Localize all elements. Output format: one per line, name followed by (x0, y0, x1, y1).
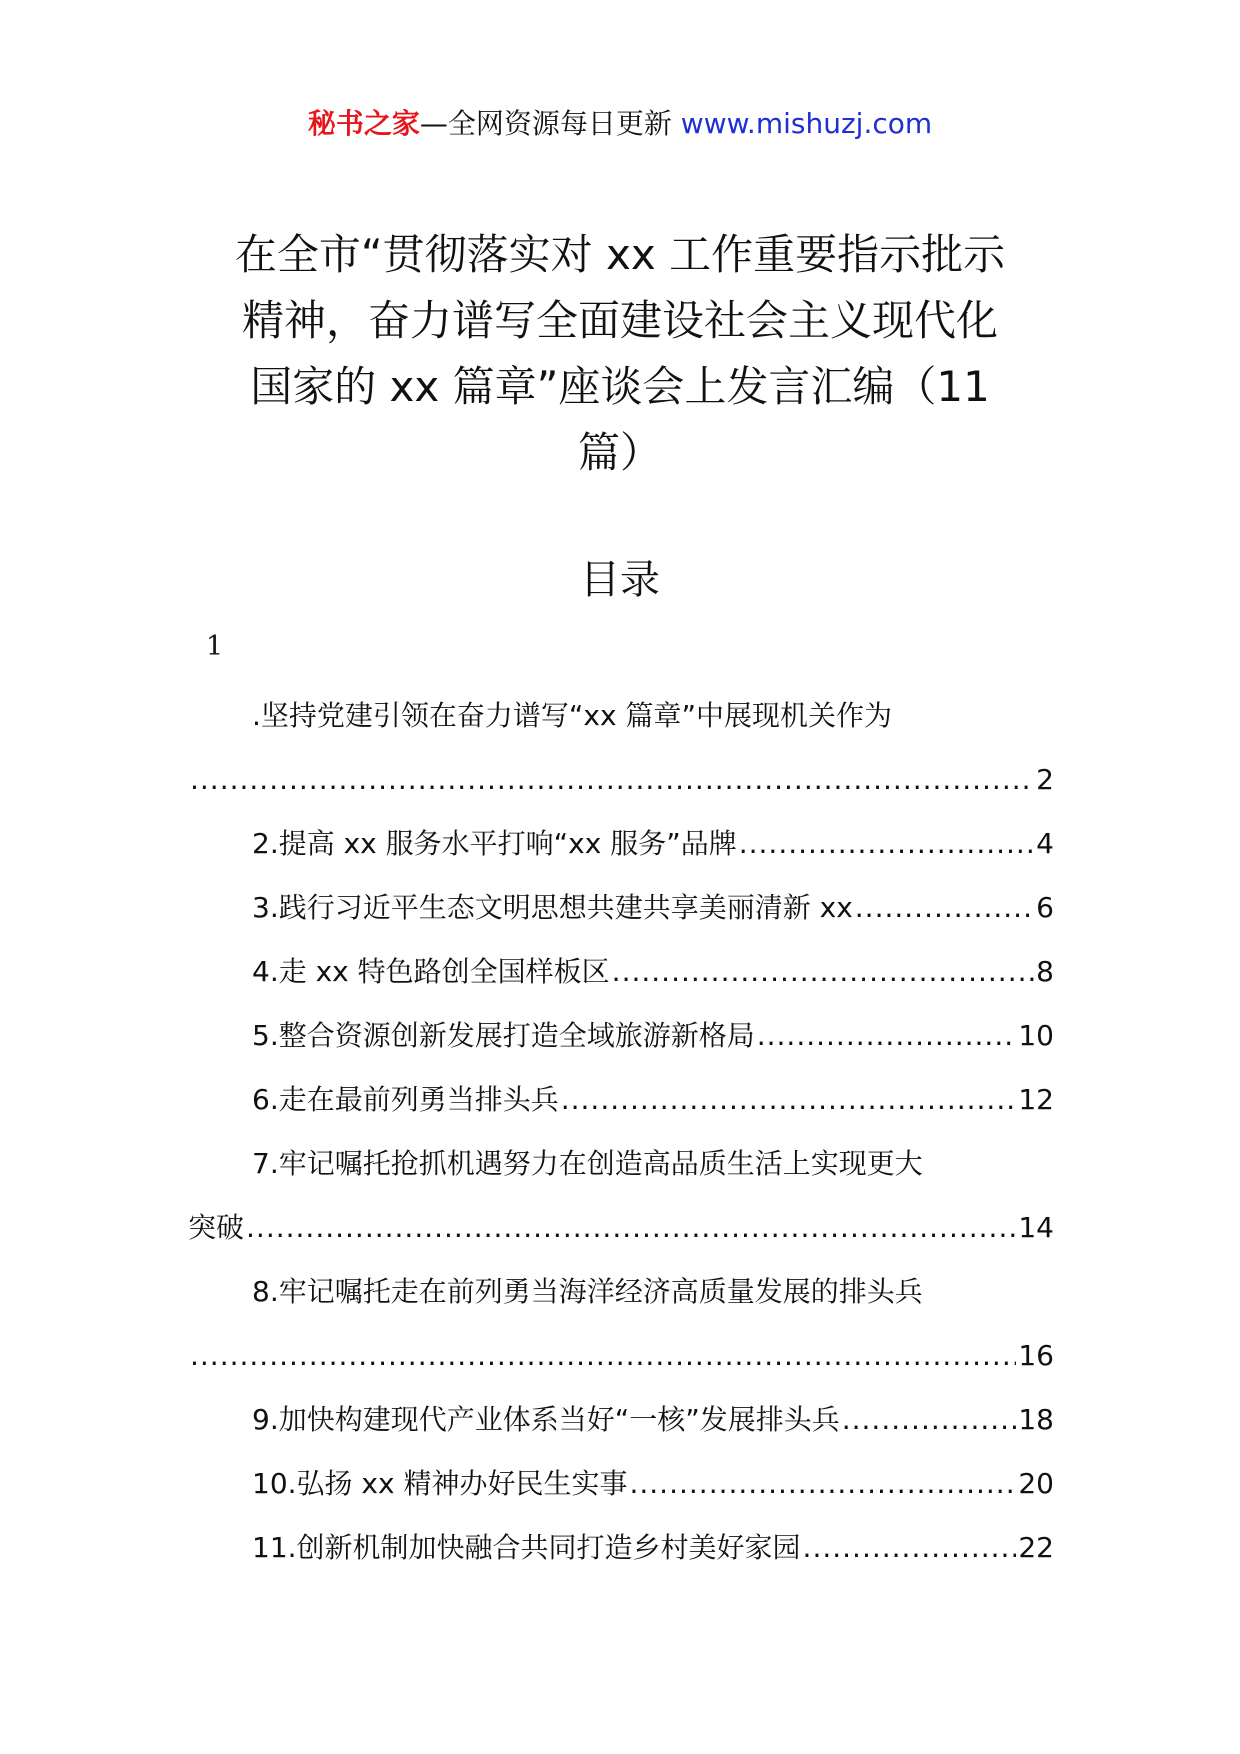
toc-entry-title: 11.创新机制加快融合共同打造乡村美好家园 (252, 1531, 801, 1564)
toc-page-number: 16 (1018, 1339, 1054, 1372)
toc-entry-7[interactable] (188, 1132, 1054, 1260)
document-title (180, 222, 1060, 486)
toc-entry-1[interactable] (188, 684, 1054, 812)
toc-leader-dots (757, 1004, 1017, 1068)
toc-leader-dots (190, 748, 1034, 812)
toc-leader-dots (842, 1388, 1017, 1452)
site-url-link[interactable]: www.mishuzj.com (680, 107, 933, 140)
toc-entry-title: .坚持党建引领在奋力谱写“xx 篇章”中展现机关作为 (252, 699, 892, 732)
toc-entry-10[interactable] (188, 1452, 1054, 1516)
toc-page-number: 4 (1036, 827, 1054, 860)
toc-page-number: 20 (1018, 1467, 1054, 1500)
toc-entry-title-cont: 突破 (188, 1211, 245, 1244)
toc-leader-dots (190, 1324, 1016, 1388)
toc-page-number: 6 (1036, 891, 1054, 924)
toc-entry-9[interactable] (188, 1388, 1054, 1452)
toc-page-number: 10 (1018, 1019, 1054, 1052)
toc-entry-3[interactable] (188, 876, 1054, 940)
toc-entry-title: 7.牢记嘱托抢抓机遇努力在创造高品质生活上实现更大 (252, 1147, 923, 1180)
toc-entry-4[interactable] (188, 940, 1054, 1004)
toc-page-number: 2 (1036, 763, 1054, 796)
title-line: 在全市“贯彻落实对 xx 工作重要指示批示 (234, 230, 1006, 279)
toc-entry-title: 3.践行习近平生态文明思想共建共享美丽清新 xx (252, 891, 853, 924)
toc-leader-dots (803, 1516, 1017, 1580)
toc-page-number: 14 (1018, 1211, 1054, 1244)
brand-name: 秘书之家 (307, 107, 420, 140)
title-line: 篇） (577, 428, 662, 477)
toc-entry-title: 8.牢记嘱托走在前列勇当海洋经济高质量发展的排头兵 (252, 1275, 923, 1308)
toc-leader-dots (612, 940, 1035, 1004)
toc-entry-title: 5.整合资源创新发展打造全域旅游新格局 (252, 1019, 755, 1052)
site-banner (0, 104, 1240, 144)
toc-entry-8[interactable] (188, 1260, 1054, 1388)
toc-entry-title: 9.加快构建现代产业体系当好“一核”发展排头兵 (252, 1403, 840, 1436)
toc-stray-number: 1 (206, 631, 224, 662)
toc-entry-title: 10.弘扬 xx 精神办好民生实事 (252, 1467, 628, 1500)
banner-slogan: —全网资源每日更新 (419, 107, 672, 140)
toc-entry-2[interactable] (188, 812, 1054, 876)
toc-entry-11[interactable] (188, 1516, 1054, 1580)
toc-leader-dots (629, 1452, 1016, 1516)
toc-leader-dots (561, 1068, 1017, 1132)
toc-page-number: 22 (1018, 1531, 1054, 1564)
toc-heading: 目录 (580, 557, 660, 603)
toc-leader-dots (246, 1196, 1016, 1260)
title-line: 精神，奋力谱写全面建设社会主义现代化 (241, 296, 998, 345)
toc-leader-dots (855, 876, 1034, 940)
toc-page-number: 18 (1018, 1403, 1054, 1436)
toc-page-number: 8 (1036, 955, 1054, 988)
title-line: 国家的 xx 篇章”座谈会上发言汇编（11 (250, 362, 990, 411)
toc-leader-dots (739, 812, 1034, 876)
toc-entry-title: 2.提高 xx 服务水平打响“xx 服务”品牌 (252, 827, 737, 860)
toc-entry-title: 6.走在最前列勇当排头兵 (252, 1083, 559, 1116)
toc-entry-6[interactable] (188, 1068, 1054, 1132)
toc-entry-5[interactable] (188, 1004, 1054, 1068)
table-of-contents (188, 684, 1054, 1580)
toc-page-number: 12 (1018, 1083, 1054, 1116)
toc-entry-title: 4.走 xx 特色路创全国样板区 (252, 955, 610, 988)
